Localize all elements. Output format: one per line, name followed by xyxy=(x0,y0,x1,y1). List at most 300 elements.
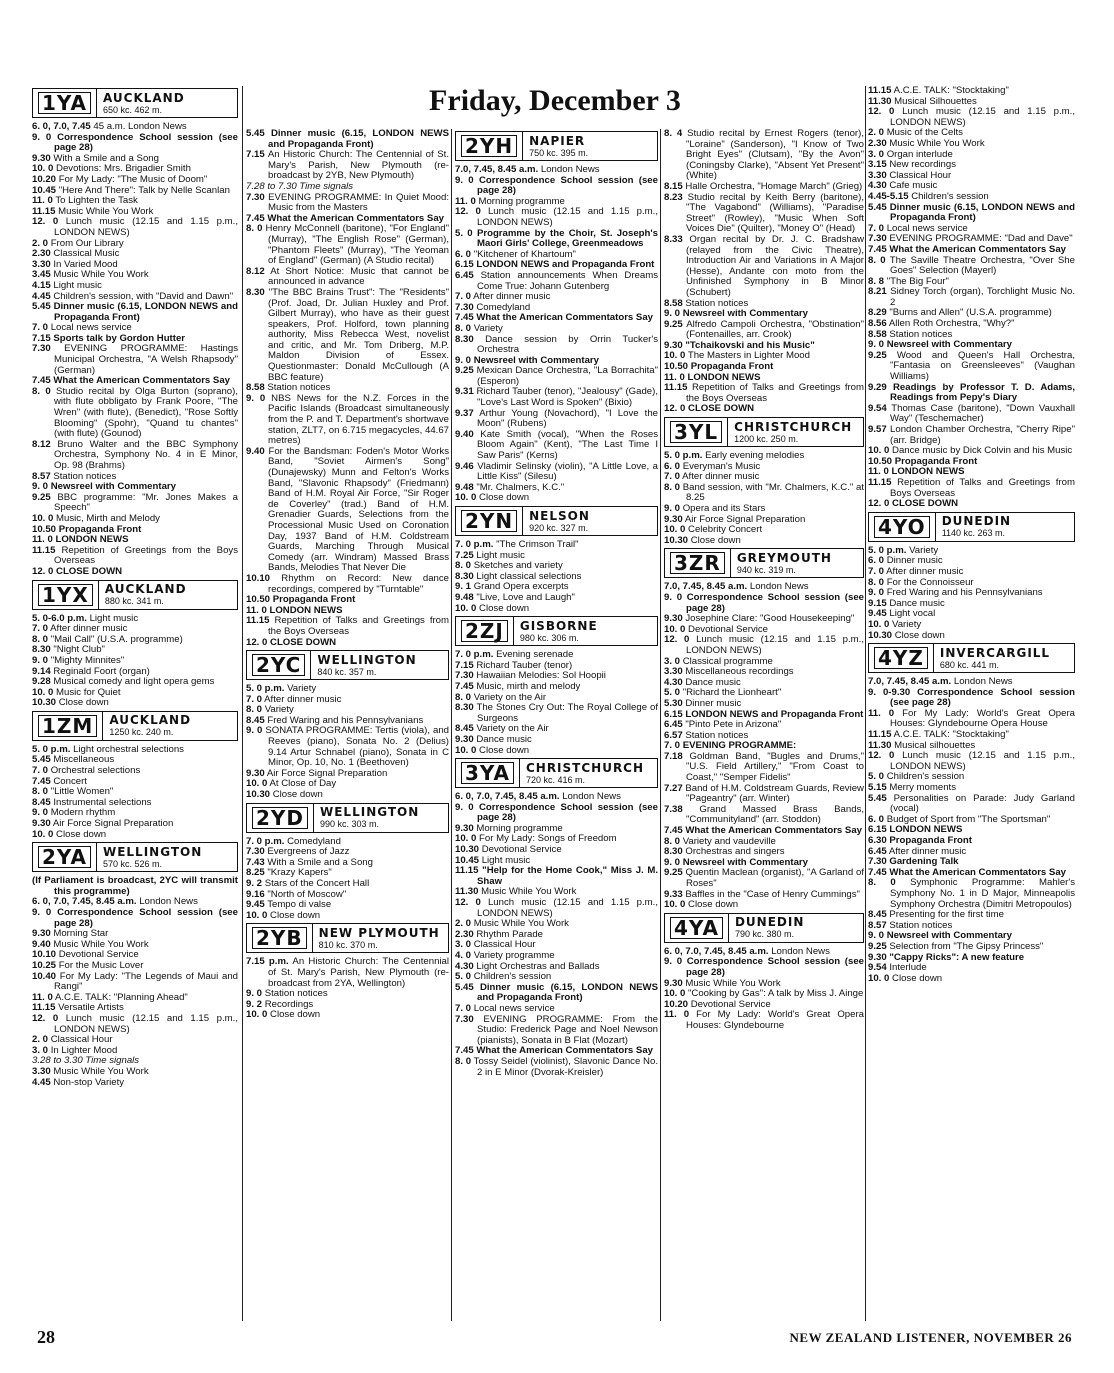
programme-text: Grand Massed Brass Bands, "Communityland" (arr. Stoddon) xyxy=(686,803,864,826)
station-header xyxy=(868,643,1075,673)
programme-text: Station notices xyxy=(685,297,749,309)
programme-time: 8.58 xyxy=(664,297,683,309)
programme-time: 5. 0 p.m. xyxy=(32,743,71,755)
programme-text: Newsreel with Commentary xyxy=(682,308,808,320)
station-header xyxy=(32,580,238,610)
station-info xyxy=(313,924,448,952)
programme-text: What the American Commentators Say xyxy=(267,212,444,224)
station-info xyxy=(311,651,448,679)
programme-text: Selection from "The Gipsy Princess" xyxy=(889,940,1044,952)
station-city: DUNEDIN xyxy=(734,915,805,930)
station-callsign xyxy=(247,804,314,832)
programme-text: With a Smile and a Song xyxy=(267,856,373,868)
programme-entry xyxy=(868,383,1075,404)
programme-text: London News xyxy=(749,581,809,593)
programme-time: 10. 0 xyxy=(664,899,686,911)
programme-time: 6. 0 xyxy=(664,460,681,472)
station-callsign xyxy=(247,651,311,679)
programme-entry xyxy=(868,107,1075,128)
programme-text: Station notices xyxy=(267,382,331,394)
station-header xyxy=(246,803,449,833)
programme-time: 9.48 xyxy=(455,591,474,603)
station-callsign-text: 3YL xyxy=(670,421,722,443)
programme-time: 7. 0 p.m. xyxy=(455,539,494,550)
station-callsign-text: 1YA xyxy=(38,92,91,114)
station-frequency: 1250 kc. 240 m. xyxy=(109,727,174,738)
programme-text: Lunch music (12.15 and 1.15 p.m., LONDON NEWS) xyxy=(890,106,1075,128)
programme-text: From Our Library xyxy=(50,237,124,249)
programme-time: 7.15 p.m. xyxy=(246,956,289,968)
programme-text: For My Lady: "The Legends of Maui and Rangi" xyxy=(54,970,238,993)
programme-text: Interlude xyxy=(889,962,927,974)
programme-time: 9. 0 xyxy=(32,807,49,819)
programme-time: 8.23 xyxy=(664,191,683,203)
station-city: NAPIER xyxy=(529,133,586,148)
programme-time: 11.30 xyxy=(868,739,892,751)
programme-time: 8.12 xyxy=(32,438,51,450)
programme-text: Propaganda Front xyxy=(58,523,142,535)
programme-time: 9. 0 xyxy=(455,801,474,813)
programme-time: 9.25 xyxy=(455,365,474,377)
programme-time: 9. 2 xyxy=(246,878,263,889)
programme-time: 3. 0 xyxy=(455,939,472,951)
programme-text: Light music xyxy=(53,279,102,291)
programme-entry xyxy=(868,751,1075,772)
programme-time: 11.15 xyxy=(868,476,892,488)
station-info xyxy=(523,132,657,160)
programme-time: 9. 0 xyxy=(455,354,472,366)
programme-text: For the Connoisseur xyxy=(886,576,974,588)
programme-text: Cafe music xyxy=(889,180,938,192)
programme-time: 11.15 xyxy=(664,382,688,394)
programme-time: 10. 0 xyxy=(868,618,890,630)
programme-text: NBS News for the N.Z. Forces in the Pacific Islands (Broadcast simultaneously from the P. and T. Department's shortwave station, ZLT7, on 6.715 megacycles, 44.67 metres) xyxy=(268,392,449,447)
programme-text: Close down xyxy=(270,909,321,921)
programme-time: 5.15 xyxy=(868,782,887,794)
programme-time: 7.15 xyxy=(246,149,265,161)
programme-entry xyxy=(664,805,864,826)
programme-time: 12. 0 xyxy=(868,750,895,762)
programme-time: 7.18 xyxy=(664,750,683,762)
programme-text: Fred Waring and his Pennsylvanians xyxy=(886,587,1043,599)
programme-text: Stars of the Concert Hall xyxy=(264,878,370,889)
programme-text: CLOSE DOWN xyxy=(56,565,123,577)
programme-text: For the Music Lover xyxy=(58,959,144,971)
station-header xyxy=(664,548,864,578)
programme-text: Musical Silhouettes xyxy=(894,95,977,107)
programme-time: 9.30 xyxy=(664,613,683,625)
programme-time: 3.30 xyxy=(664,666,683,678)
programme-entry xyxy=(246,911,449,922)
programme-time: 9.30 xyxy=(664,513,683,525)
programme-entry xyxy=(455,898,658,919)
programme-time: 9.30 xyxy=(868,951,887,963)
programme-time: 3.30 xyxy=(32,1065,51,1077)
programme-text: New recordings xyxy=(889,159,957,171)
programme-time: 11.15 xyxy=(455,865,479,877)
programme-text: 7.28 to 7.30 Time signals xyxy=(246,180,354,192)
programme-text: Sketches and variety xyxy=(473,560,563,572)
programme-time: 12. 0 xyxy=(455,897,481,909)
programme-entry xyxy=(455,462,658,483)
programme-time: 9.14 xyxy=(32,665,51,677)
programme-text: London News xyxy=(562,791,621,803)
programme-text: "Live, Love and Laugh" xyxy=(476,591,575,603)
programme-text: LONDON NEWS xyxy=(269,604,343,616)
programme-time: 9.37 xyxy=(455,407,474,419)
programme-entry xyxy=(32,302,238,323)
column-3 xyxy=(455,129,658,1321)
programme-text: Budget of Sport from "The Sportsman" xyxy=(886,813,1051,825)
programme-text: 3.28 to 3.30 Time signals xyxy=(32,1055,140,1067)
programme-entry xyxy=(246,394,449,447)
programme-time: 12. 0 xyxy=(664,403,686,415)
programme-time: 7.45 xyxy=(455,1045,474,1057)
station-frequency: 1140 kc. 263 m. xyxy=(941,528,1006,539)
programme-time: 5.45 xyxy=(32,301,51,313)
station-city: NEW PLYMOUTH xyxy=(318,925,440,940)
programme-text: Repetition of Talks and Greetings from Boys Overseas xyxy=(890,476,1075,499)
programme-time: 10. 0 xyxy=(664,524,686,536)
programme-time: 9.54 xyxy=(868,962,887,974)
programme-entry xyxy=(246,574,449,595)
station-callsign-text: 3ZR xyxy=(670,552,725,574)
programme-time: 10. 0 xyxy=(32,686,54,698)
programme-text: Music While You Work xyxy=(58,205,154,217)
programme-time: 2.30 xyxy=(868,137,887,149)
programme-time: 9.45 xyxy=(246,899,265,911)
programme-time: 9. 0 xyxy=(32,654,49,666)
programme-time: 6. 0, 7.0, 7.45, 8.45 a.m. xyxy=(455,791,560,803)
programme-text: London News xyxy=(953,676,1013,688)
programme-text: Modern rhythm xyxy=(50,807,116,819)
programme-text: "The Big Four" xyxy=(886,275,949,287)
programme-time: 4.45-5.15 xyxy=(868,190,909,202)
programme-text: Instrumental selections xyxy=(53,796,152,808)
programme-time: 8. 0 xyxy=(32,385,51,397)
programme-entry xyxy=(32,876,238,897)
programme-text: Music While You Work xyxy=(53,938,149,950)
programme-entry xyxy=(246,638,449,649)
programme-time: 8.45 xyxy=(246,714,265,726)
programme-text: Dinner music xyxy=(886,555,943,567)
programme-time: 7.45 xyxy=(664,825,683,837)
programme-time: 11.30 xyxy=(455,886,479,898)
programme-time: 9.33 xyxy=(664,888,683,900)
programme-text: Music, mirth and melody xyxy=(476,680,581,692)
programme-time: 8. 0 xyxy=(246,223,263,235)
programme-time: 8.57 xyxy=(32,470,51,482)
station-callsign-text: 1YX xyxy=(38,584,93,606)
programme-time: 8. 0 xyxy=(32,786,49,798)
programme-entry xyxy=(455,1057,658,1078)
programme-text: Children's session, with "David and Dawn" xyxy=(53,290,234,302)
programme-time: 5. 0 p.m. xyxy=(868,544,907,556)
programme-text: Non-stop Variety xyxy=(53,1076,125,1088)
programme-text: Close down xyxy=(894,629,945,641)
programme-text: After dinner music xyxy=(886,565,964,577)
programme-text: Propaganda Front xyxy=(272,594,356,606)
programme-time: 4.30 xyxy=(868,180,887,192)
programme-text: At Close of Day xyxy=(269,778,337,790)
programme-time: 6.15 xyxy=(868,824,887,836)
programme-text: LONDON NEWS xyxy=(891,466,965,478)
programme-entry xyxy=(32,344,238,376)
column-rule xyxy=(242,86,243,1321)
programme-entry xyxy=(664,320,864,341)
programme-time: 6.45 xyxy=(868,845,887,857)
programme-text: With a Smile and a Song xyxy=(53,152,159,164)
station-city: CHRISTCHURCH xyxy=(734,419,853,434)
programme-time: 9.30 xyxy=(664,977,683,989)
programme-entry xyxy=(868,287,1075,308)
programme-time: 10.25 xyxy=(32,959,57,971)
programme-text: Quentin Maclean (organist), "A Garland of Roses" xyxy=(685,867,864,889)
programme-time: 3. 0 xyxy=(868,148,885,160)
programme-text: Variety xyxy=(264,704,294,716)
programme-entry xyxy=(868,688,1075,709)
programme-entry xyxy=(455,703,658,724)
programme-time: 8.30 xyxy=(455,702,474,714)
programme-text: Merry moments xyxy=(889,782,956,794)
programme-time: 11. 0 xyxy=(868,707,895,719)
programme-time: 11. 0 xyxy=(32,991,53,1003)
programme-text: Studio recital by Keith Berry (baritone), "The Vagabond" (Williams), "Paradise Street" (Rowley), "Music When Soft Voices Die" (Quilter), "Money O" (Head) xyxy=(686,191,864,235)
programme-entry xyxy=(664,957,864,978)
programme-text: "Mighty Minnites" xyxy=(50,654,125,666)
programme-time: 10. 0 xyxy=(664,623,686,635)
programme-text: Lunch music (12.15 and 1.15 p.m., LONDON NEWS) xyxy=(54,216,238,238)
programme-text: Station announcements When Dreams Come True: Johann Gutenberg xyxy=(477,269,658,292)
programme-entry xyxy=(664,129,864,182)
programme-text: For My Lady: "The Music of Doom" xyxy=(58,173,208,185)
programme-text: "Richard the Lionheart" xyxy=(682,687,782,699)
programme-time: 6.15 xyxy=(664,708,683,720)
programme-time: 5.45 xyxy=(32,754,51,766)
programme-entry xyxy=(868,351,1075,383)
programme-time: 9. 0 xyxy=(246,392,266,404)
programme-text: Dance music by Dick Colvin and his Music xyxy=(892,445,1073,457)
programme-text: Close down xyxy=(58,697,109,709)
programme-time: 11. 0 xyxy=(455,195,476,207)
programme-time: 10.45 xyxy=(455,854,480,866)
programme-text: Light classical selections xyxy=(476,570,582,582)
programme-text: Henry McConnell (baritone), "For England" (Murray), "The English Rose" (German), "Phantom Fleets" (Murray), "The Yeoman of England" (German) (A Studio recital) xyxy=(265,223,449,267)
programme-text: "Here And There": Talk by Nelle Scanlan xyxy=(58,184,230,196)
programme-text: EVENING PROGRAMME: "Dad and Dave" xyxy=(889,233,1073,245)
programme-text: Hawaiian Melodies: Sol Hoopii xyxy=(476,670,606,682)
programme-text: Children's session xyxy=(911,190,989,202)
programme-text: For the Bandsman: Foden's Motor Works Band, "Soviet Airmen's Song" (Dunajewsky) Munn and Felton's Works Band, "Slavonic Rhapsody" (Friedmann) Band of H.M. Royal Air Force, "Sir Roger de Coverley" (trad.) Band of H.M. Grenadier Guards, Selections from the Processional Music Used on Coronation Day, 1937 Band of H.M. Coldstream Guards, Marching Through Musical Comedy (arr. Windram) Massed Brass Bands, Melodies That Never Die xyxy=(268,445,449,574)
station-header xyxy=(32,88,238,118)
programme-text: After dinner music xyxy=(473,291,551,303)
programme-time: 12. 0 xyxy=(664,634,690,646)
programme-text: Repetition of Talks and Greetings from the Boys Overseas xyxy=(686,382,864,404)
programme-text: Correspondence School session (see page 28) xyxy=(54,907,238,929)
programme-text: Dinner music (6.15, LONDON NEWS and Propaganda Front) xyxy=(268,129,449,150)
programme-entry xyxy=(868,709,1075,730)
programme-text: What the American Commentators Say xyxy=(476,1045,653,1057)
programme-time: 5.45 xyxy=(246,129,265,139)
column-rule xyxy=(451,129,452,1321)
station-frequency: 840 kc. 357 m. xyxy=(317,666,377,677)
programme-time: 3. 0 xyxy=(664,655,681,667)
programme-text: CLOSE DOWN xyxy=(270,636,337,648)
station-city: WELLINGTON xyxy=(320,805,420,820)
station-callsign-text: 1ZM xyxy=(38,715,97,737)
programme-time: 5. 0 xyxy=(664,687,681,699)
programme-time: 10. 0 xyxy=(32,163,54,175)
programme-time: 7.45 xyxy=(246,212,265,224)
programme-time: 6. 0, 7.0, 7.45, 8.45 a.m. xyxy=(32,896,137,908)
station-header xyxy=(246,650,449,680)
programme-time: 10.50 xyxy=(664,361,689,373)
station-callsign xyxy=(665,549,731,577)
programme-time: 10. 0 xyxy=(246,909,268,921)
programme-text: To Lighten the Task xyxy=(55,195,138,207)
programme-time: 7. 0 xyxy=(32,623,49,635)
programme-text: Musical comedy and light opera gems xyxy=(53,676,215,688)
programme-text: Close down xyxy=(270,1009,321,1021)
programme-time: 8.21 xyxy=(868,286,887,298)
programme-entry xyxy=(664,536,864,547)
programme-time: 4.15 xyxy=(32,279,51,291)
programme-text: "Mr. Chalmers, K.C." xyxy=(476,481,565,493)
programme-time: 11.15 xyxy=(32,1002,56,1014)
programme-text: Station notices xyxy=(264,988,328,1000)
programme-time: 10.10 xyxy=(32,949,57,961)
programme-time: 2. 0 xyxy=(868,127,885,139)
station-frequency: 680 kc. 441 m. xyxy=(939,659,999,670)
programme-time: 11. 0 xyxy=(246,604,267,616)
programme-time: 8.58 xyxy=(246,382,265,394)
programme-text: Wood and Queen's Hall Orchestra, "Fantasia on Greensleeves" (Vaughan Williams) xyxy=(890,349,1075,383)
programme-time: 7.15 xyxy=(455,659,474,671)
programme-time: 10. 0 xyxy=(455,744,477,756)
programme-text: "Kitchener of Khartoum" xyxy=(473,248,576,260)
station-city: GREYMOUTH xyxy=(736,550,832,565)
programme-time: 7.15 xyxy=(32,332,51,344)
station-city: WELLINGTON xyxy=(317,652,417,667)
programme-text: Studio recital by Ernest Rogers (tenor), "Loraine" (Sanderson), "I Know of Two Bright Eyes" (Clutsam), "By the Avon" (Coningsby Clarke), "Absent Yet Present" (White) xyxy=(686,129,864,182)
programme-text: "North of Moscow" xyxy=(267,888,347,900)
column-rule xyxy=(660,129,661,1321)
programme-text: Propaganda Front xyxy=(889,835,972,846)
programme-text: Thomas Case (baritone), "Down Vauxhall Way" (Teschemacher) xyxy=(890,402,1075,425)
programme-time: 9. 0 xyxy=(664,308,681,320)
programme-time: 8.58 xyxy=(868,328,887,340)
programme-text: Correspondence School session (see page 28) xyxy=(686,956,864,978)
programme-time: 5.45 xyxy=(868,201,887,213)
programme-time: 9.48 xyxy=(455,481,474,493)
programme-text: Music of the Celts xyxy=(886,127,963,139)
programme-text: Versatile Artists xyxy=(58,1002,124,1014)
station-header xyxy=(32,842,238,872)
programme-time: 7.0, 7.45, 8.45 a.m. xyxy=(455,164,539,175)
station-city: AUCKLAND xyxy=(102,90,185,105)
programme-text: Variety xyxy=(473,322,503,334)
programme-time: 8. 0 xyxy=(246,704,263,716)
programme-text: Celebrity Concert xyxy=(688,524,763,536)
programme-time: 9.45 xyxy=(868,608,887,620)
programme-entry xyxy=(868,425,1075,446)
station-header xyxy=(455,506,658,536)
programme-time: 10. 0 xyxy=(455,492,477,504)
programme-time: 7. 0 xyxy=(32,765,49,777)
programme-text: Studio recital by Olga Burton (soprano), with flute obbligato by Frank Poore, "The Wren" (with flute), (Benedict), "Rose Softly Blooming" (Spohr), "Quand tu chantes" (with flute) (Gounod) xyxy=(54,385,238,440)
programme-time: 8.45 xyxy=(455,723,474,735)
programme-time: 10.50 xyxy=(868,455,893,467)
programme-time: 9.28 xyxy=(32,676,51,688)
programme-time: 10.30 xyxy=(246,789,271,801)
programme-text: Goldman Band, "Bugles and Drums," "U.S. Field Artillery," "From Coast to Coast," "Semper Fidelis" xyxy=(686,750,864,784)
programme-time: 11.30 xyxy=(868,95,892,107)
programme-text: Close down xyxy=(56,828,107,840)
programme-time: 8.30 xyxy=(32,644,51,656)
programme-entry xyxy=(664,784,864,805)
programme-time: 7.30 xyxy=(246,191,265,203)
programme-entry xyxy=(32,830,238,841)
programme-text: "Cooking by Gas": A talk by Miss J. Ainge xyxy=(688,988,864,1000)
programme-entry xyxy=(246,150,449,182)
programme-text: Close down xyxy=(690,534,741,546)
programme-time: 8. 0 xyxy=(664,481,681,493)
programme-text: Correspondence School session (see page 28) xyxy=(477,174,658,197)
station-callsign-text: 2YC xyxy=(252,654,305,676)
programme-text: Children's session xyxy=(473,971,552,983)
programme-time: 5.45 xyxy=(455,981,474,993)
programme-text: Dance session by Orrin Tucker's Orchestra xyxy=(477,333,658,356)
programme-entry xyxy=(246,790,449,801)
programme-time: 8.29 xyxy=(868,307,887,319)
programme-time: 7.30 xyxy=(455,1013,474,1025)
programme-text: At Short Notice: Music that cannot be announced in advance xyxy=(268,265,449,288)
station-info xyxy=(97,89,237,117)
programme-time: 9. 0-9.30 xyxy=(868,686,911,698)
programme-time: 6. 0 xyxy=(455,248,472,260)
programme-time: 9. 0 xyxy=(246,988,263,1000)
programme-time: 10.30 xyxy=(664,534,689,546)
programme-time: 9.25 xyxy=(664,867,683,879)
station-header xyxy=(455,131,658,161)
programme-text: Fred Waring and his Pennsylvanians xyxy=(267,714,424,726)
programme-text: Dance music xyxy=(685,676,741,688)
programme-time: 9.30 xyxy=(455,733,474,745)
programme-time: 9. 1 xyxy=(455,581,472,593)
programme-text: Band session, with "Mr. Chalmers, K.C." at 8.25 xyxy=(682,481,864,504)
programme-text: Lunch music (12.15 and 1.15 p.m., LONDON NEWS) xyxy=(686,634,864,656)
programme-time: 11. 0 xyxy=(32,195,53,207)
station-frequency: 810 kc. 370 m. xyxy=(318,939,378,950)
programme-time: 10. 0 xyxy=(868,972,890,984)
programme-entry xyxy=(246,224,449,266)
programme-text: Air Force Signal Preparation xyxy=(684,513,806,525)
programme-text: Comedyland xyxy=(476,301,531,313)
programme-time: 7.45 xyxy=(32,375,51,387)
programme-text: "The Crimson Trail" xyxy=(496,539,579,550)
programme-time: 11.15 xyxy=(868,729,892,741)
programme-entry xyxy=(868,631,1075,642)
programme-time: 2. 0 xyxy=(455,918,472,930)
programme-time: 9.30 xyxy=(32,152,51,164)
programme-time: 7.30 xyxy=(32,343,51,355)
programme-time: 9.30 xyxy=(664,339,683,351)
programme-time: 10.50 xyxy=(246,594,271,606)
programme-entry xyxy=(455,387,658,408)
programme-time: 3.45 xyxy=(32,269,51,281)
programme-text: Variety programme xyxy=(473,950,555,961)
programme-text: In Lighter Mood xyxy=(50,1044,118,1056)
